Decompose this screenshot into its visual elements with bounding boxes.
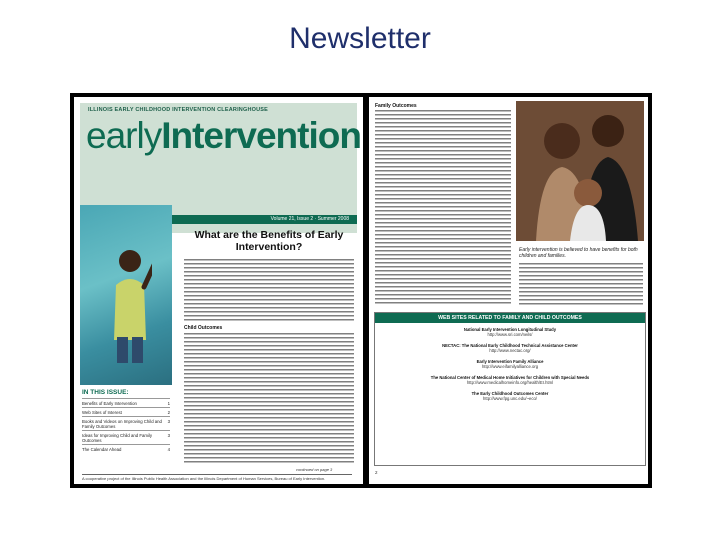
newsletter-logo [86,115,361,157]
child-outcomes-text [184,333,354,463]
caption-column-text [519,263,643,307]
clearinghouse-name: ILLINOIS EARLY CHILDHOOD INTERVENTION CLEARINGHOUSE [88,107,269,113]
newsletter-spread [70,93,652,488]
site-link[interactable]: http://www.sri.com/neils/ [487,332,533,337]
site-link[interactable]: http://www.medicalhomeinfo.org/health/EI.html [466,380,554,385]
toc-row: Ideas for Improving Child and Family Outcomes 3 [82,430,170,444]
continued-note: continued on page 3 [296,467,333,472]
family-outcomes-heading: Family Outcomes [375,103,417,109]
site-link[interactable]: http://www.nectac.org/ [489,348,531,353]
slide-title: Newsletter [289,22,431,55]
web-sites-header: WEB SITES RELATED TO FAMILY AND CHILD OUTCOMES [375,313,645,323]
family-outcomes-text [375,110,511,306]
site-entry: National Early Intervention Longitudinal Study http://www.sri.com/neils/ [375,327,645,337]
article-body-text [184,259,354,321]
site-link[interactable]: http://www.fpg.unc.edu/~eco/ [483,396,537,401]
newsletter-front-page [74,97,363,484]
family-photo [516,101,644,241]
family-figures-icon [516,101,644,241]
toc-row: Books and Videos on Improving Child and Family Outcomes 3 [82,416,170,430]
site-entry: The Early Childhood Outcomes Center http://www.fpg.unc.edu/~eco/ [375,391,645,401]
newsletter-inside-page [369,97,648,484]
site-entry: The National Center of Medical Home Initiatives for Children with Special Needs http://www.medicalhomeinfo.org/health/EI.html [375,375,645,385]
child-outcomes-heading: Child Outcomes [184,325,223,331]
in-this-issue [82,389,170,453]
logo-part-early: early [86,115,162,156]
child-photo [80,205,172,385]
toc-row: Web Sites of Interest 2 [82,407,170,416]
photo-caption: Early intervention is believed to have benefits for both children and families. [519,247,638,259]
masthead-volume: Volume 21, Issue 2 · Summer 2008 [270,216,349,222]
footer-note: A cooperative project of the Illinois Public Health Association and the Illinois Department of Human Services, Bureau of Early Intervention. [82,474,352,481]
article-title: What are the Benefits of Early Intervention? [194,229,344,253]
child-figure-icon [108,245,152,365]
web-sites-box [374,312,646,466]
logo-part-intervention: Intervention [161,115,361,156]
toc-heading: IN THIS ISSUE: [82,389,129,396]
site-link[interactable]: http://www.eifamilyalliance.org [481,364,539,369]
toc-row: The Calendar Ahead 4 [82,444,170,453]
toc-row: Benefits of Early Intervention 1 [82,398,170,407]
site-entry: Early Intervention Family Alliance http://www.eifamilyalliance.org [375,359,645,369]
page-number: 2 [375,470,378,475]
site-entry: NECTAC: The National Early Childhood Technical Assistance Center http://www.nectac.org/ [375,343,645,353]
